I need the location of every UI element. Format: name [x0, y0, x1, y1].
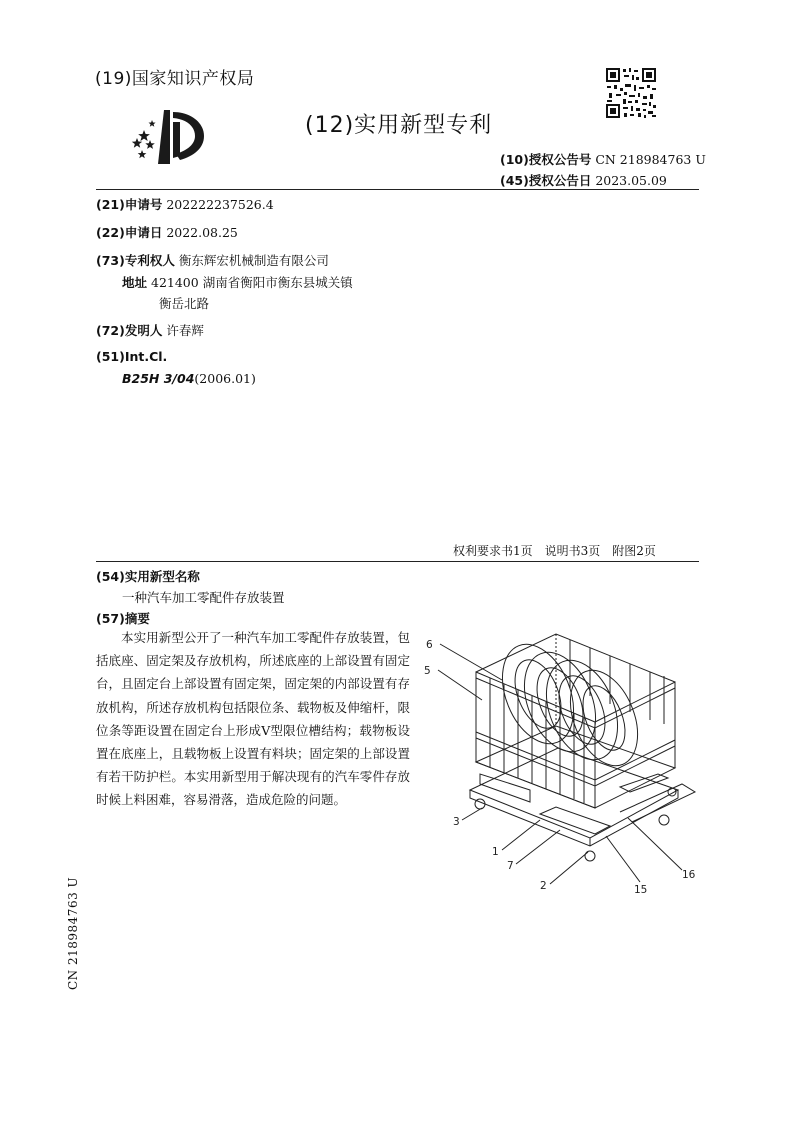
intcl-classification — [122, 371, 256, 386]
qr-code — [605, 67, 657, 119]
abstract-text: 本实用新型公开了一种汽车加工零配件存放装置，包括底座、固定架及存放机构，所述底座的上部设置有固定台，且固定台上部设置有固定架，固定架的内部设置有存放机构，所述存放机构包括限位条、载物板及伸缩杆，限位条等距设置在固定台上形成V型限位槽结构；载物板设置在底座上，且载物板上设置有料块；固定架的上部设置有若干防护栏。本实用新型用于解决现有的汽车零件存放时候上料困难，容易滑落，造成危险的问题。 — [96, 630, 410, 808]
publication-date-row — [500, 171, 667, 189]
figure-label-7: 7 — [507, 860, 514, 872]
document-type-title: (12)实用新型专利 — [305, 113, 493, 138]
application-number-row — [96, 195, 274, 213]
inventor: 许春辉 — [166, 323, 204, 338]
address-label: 地址 — [122, 275, 148, 290]
intcl-row — [96, 349, 167, 364]
cnipa-logo — [128, 106, 208, 168]
figure-label-16: 16 — [682, 869, 696, 881]
application-date: 2022.08.25 — [166, 225, 238, 240]
figure-label-3: 3 — [453, 816, 460, 828]
figure-label-1: 1 — [492, 846, 499, 858]
intcl-label: (51)Int.Cl. — [96, 349, 168, 364]
publication-date: 2023.05.09 — [595, 173, 667, 188]
figure-label-15: 15 — [634, 884, 648, 896]
figure-label-5: 5 — [424, 665, 431, 677]
publication-number-row — [500, 150, 706, 168]
intcl-code: B25H 3/04 — [122, 371, 195, 386]
patentee: 衡东辉宏机械制造有限公司 — [178, 253, 329, 268]
publication-number: CN 218984763 U — [595, 152, 706, 167]
inventor-label: (72)发明人 — [96, 323, 163, 338]
application-number-label: (21)申请号 — [96, 197, 163, 212]
figure-label-2: 2 — [540, 880, 547, 892]
address-line-2: 衡岳北路 — [159, 296, 210, 311]
page-counts: 权利要求书1页 说明书3页 附图2页 — [453, 544, 656, 558]
address-row — [122, 273, 353, 291]
title-label: (54)实用新型名称 — [96, 569, 200, 584]
intcl-version: (2006.01) — [194, 371, 256, 386]
patent-figure — [420, 612, 710, 902]
patentee-row — [96, 251, 329, 269]
application-date-row — [96, 223, 238, 241]
inventor-row — [96, 321, 204, 339]
header-divider — [96, 189, 699, 190]
publication-date-label: (45)授权公告日 — [500, 173, 592, 188]
application-number: 202222237526.4 — [166, 197, 274, 212]
invention-title: 一种汽车加工零配件存放装置 — [122, 590, 285, 605]
section-divider — [96, 561, 699, 562]
application-date-label: (22)申请日 — [96, 225, 163, 240]
patentee-label: (73)专利权人 — [96, 253, 175, 268]
office-name: (19)国家知识产权局 — [95, 69, 255, 89]
side-publication-code: CN 218984763 U — [66, 876, 80, 990]
abstract-label: (57)摘要 — [96, 611, 150, 626]
figure-label-6: 6 — [426, 639, 433, 651]
address-line-1: 421400 湖南省衡阳市衡东县城关镇 — [151, 275, 353, 290]
publication-number-label: (10)授权公告号 — [500, 152, 592, 167]
